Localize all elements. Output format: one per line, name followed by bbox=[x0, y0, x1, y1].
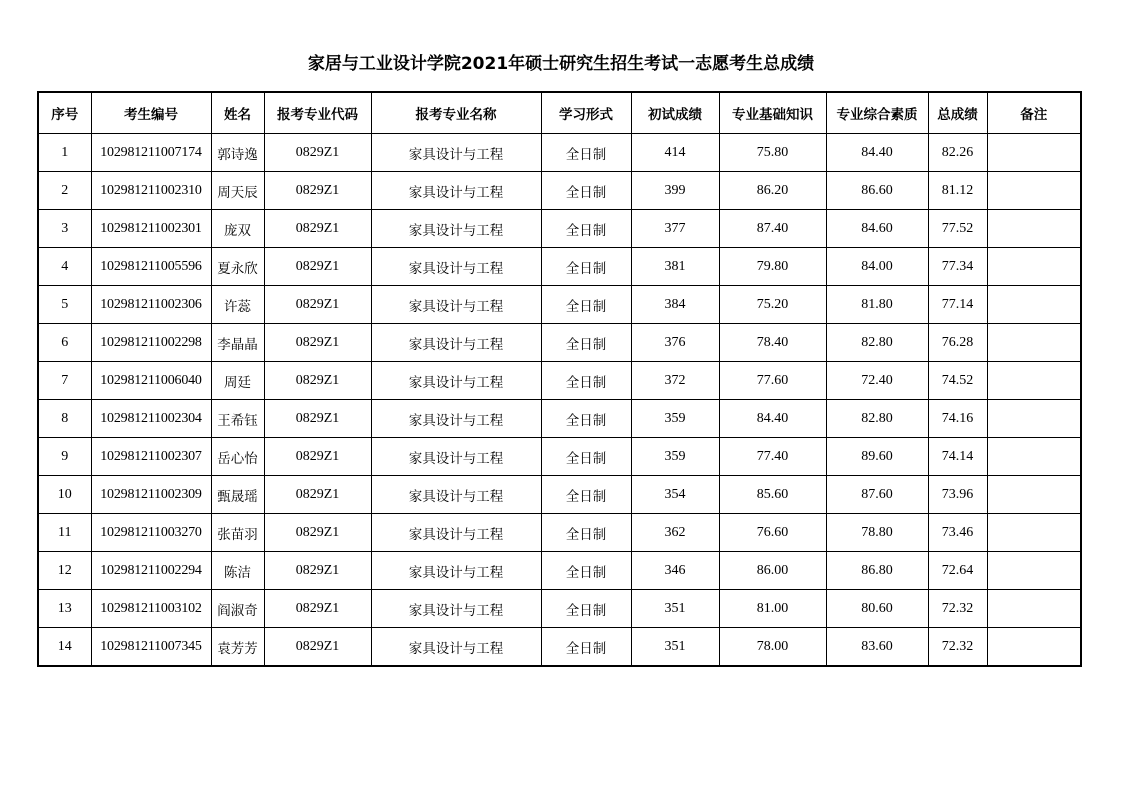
cell-comprehensive-quality: 83.60 bbox=[826, 628, 928, 667]
cell-major-code: 0829Z1 bbox=[264, 172, 371, 210]
cell-seq: 1 bbox=[38, 134, 91, 172]
header-total: 总成绩 bbox=[928, 92, 987, 134]
cell-seq: 7 bbox=[38, 362, 91, 400]
cell-seq: 2 bbox=[38, 172, 91, 210]
cell-exam-id: 102981211002298 bbox=[91, 324, 211, 362]
cell-total: 81.12 bbox=[928, 172, 987, 210]
cell-exam-id: 102981211002310 bbox=[91, 172, 211, 210]
header-seq: 序号 bbox=[38, 92, 91, 134]
cell-study-mode: 全日制 bbox=[541, 438, 631, 476]
cell-comprehensive-quality: 81.80 bbox=[826, 286, 928, 324]
cell-comprehensive-quality: 78.80 bbox=[826, 514, 928, 552]
cell-basic-knowledge: 81.00 bbox=[719, 590, 826, 628]
header-prelim-score: 初试成绩 bbox=[631, 92, 719, 134]
cell-major-name: 家具设计与工程 bbox=[371, 324, 541, 362]
cell-seq: 5 bbox=[38, 286, 91, 324]
cell-total: 72.32 bbox=[928, 628, 987, 667]
cell-total: 73.96 bbox=[928, 476, 987, 514]
cell-study-mode: 全日制 bbox=[541, 590, 631, 628]
cell-study-mode: 全日制 bbox=[541, 134, 631, 172]
cell-name: 阎淑奇 bbox=[211, 590, 264, 628]
cell-seq: 4 bbox=[38, 248, 91, 286]
cell-major-name: 家具设计与工程 bbox=[371, 172, 541, 210]
cell-name: 张苗羽 bbox=[211, 514, 264, 552]
cell-seq: 10 bbox=[38, 476, 91, 514]
cell-remarks bbox=[987, 590, 1081, 628]
table-row bbox=[38, 248, 1081, 286]
table-row bbox=[38, 552, 1081, 590]
cell-remarks bbox=[987, 552, 1081, 590]
cell-exam-id: 102981211007174 bbox=[91, 134, 211, 172]
cell-major-code: 0829Z1 bbox=[264, 438, 371, 476]
cell-remarks bbox=[987, 438, 1081, 476]
cell-study-mode: 全日制 bbox=[541, 286, 631, 324]
cell-total: 76.28 bbox=[928, 324, 987, 362]
cell-remarks bbox=[987, 210, 1081, 248]
cell-basic-knowledge: 79.80 bbox=[719, 248, 826, 286]
cell-basic-knowledge: 77.60 bbox=[719, 362, 826, 400]
cell-basic-knowledge: 77.40 bbox=[719, 438, 826, 476]
cell-comprehensive-quality: 82.80 bbox=[826, 324, 928, 362]
cell-basic-knowledge: 85.60 bbox=[719, 476, 826, 514]
table-row bbox=[38, 362, 1081, 400]
cell-name: 甄晟瑶 bbox=[211, 476, 264, 514]
cell-basic-knowledge: 84.40 bbox=[719, 400, 826, 438]
cell-remarks bbox=[987, 134, 1081, 172]
cell-study-mode: 全日制 bbox=[541, 172, 631, 210]
cell-study-mode: 全日制 bbox=[541, 362, 631, 400]
cell-exam-id: 102981211002309 bbox=[91, 476, 211, 514]
cell-total: 77.34 bbox=[928, 248, 987, 286]
cell-major-code: 0829Z1 bbox=[264, 324, 371, 362]
cell-major-code: 0829Z1 bbox=[264, 248, 371, 286]
cell-total: 72.32 bbox=[928, 590, 987, 628]
cell-major-name: 家具设计与工程 bbox=[371, 514, 541, 552]
header-basic-knowledge: 专业基础知识 bbox=[719, 92, 826, 134]
cell-seq: 8 bbox=[38, 400, 91, 438]
cell-total: 74.16 bbox=[928, 400, 987, 438]
cell-remarks bbox=[987, 324, 1081, 362]
cell-major-name: 家具设计与工程 bbox=[371, 552, 541, 590]
cell-total: 82.26 bbox=[928, 134, 987, 172]
cell-comprehensive-quality: 84.40 bbox=[826, 134, 928, 172]
table-row bbox=[38, 400, 1081, 438]
table-header-row bbox=[38, 92, 1081, 134]
cell-prelim-score: 351 bbox=[631, 590, 719, 628]
cell-comprehensive-quality: 84.60 bbox=[826, 210, 928, 248]
cell-comprehensive-quality: 72.40 bbox=[826, 362, 928, 400]
cell-study-mode: 全日制 bbox=[541, 476, 631, 514]
cell-major-name: 家具设计与工程 bbox=[371, 400, 541, 438]
table-body bbox=[38, 134, 1081, 667]
cell-study-mode: 全日制 bbox=[541, 248, 631, 286]
cell-name: 庞双 bbox=[211, 210, 264, 248]
cell-prelim-score: 414 bbox=[631, 134, 719, 172]
cell-name: 岳心怡 bbox=[211, 438, 264, 476]
cell-exam-id: 102981211003270 bbox=[91, 514, 211, 552]
cell-remarks bbox=[987, 172, 1081, 210]
cell-prelim-score: 346 bbox=[631, 552, 719, 590]
cell-remarks bbox=[987, 286, 1081, 324]
cell-comprehensive-quality: 86.60 bbox=[826, 172, 928, 210]
cell-name: 周廷 bbox=[211, 362, 264, 400]
cell-exam-id: 102981211007345 bbox=[91, 628, 211, 667]
cell-major-code: 0829Z1 bbox=[264, 476, 371, 514]
table-row bbox=[38, 172, 1081, 210]
cell-major-name: 家具设计与工程 bbox=[371, 362, 541, 400]
score-table bbox=[37, 91, 1082, 667]
cell-total: 73.46 bbox=[928, 514, 987, 552]
cell-name: 王希钰 bbox=[211, 400, 264, 438]
cell-major-code: 0829Z1 bbox=[264, 210, 371, 248]
table-row bbox=[38, 210, 1081, 248]
cell-exam-id: 102981211003102 bbox=[91, 590, 211, 628]
cell-exam-id: 102981211005596 bbox=[91, 248, 211, 286]
header-name: 姓名 bbox=[211, 92, 264, 134]
cell-major-name: 家具设计与工程 bbox=[371, 628, 541, 667]
table-row bbox=[38, 514, 1081, 552]
cell-prelim-score: 376 bbox=[631, 324, 719, 362]
cell-basic-knowledge: 78.40 bbox=[719, 324, 826, 362]
cell-major-code: 0829Z1 bbox=[264, 400, 371, 438]
cell-total: 74.52 bbox=[928, 362, 987, 400]
table-row bbox=[38, 476, 1081, 514]
cell-remarks bbox=[987, 628, 1081, 667]
cell-seq: 3 bbox=[38, 210, 91, 248]
table-row bbox=[38, 286, 1081, 324]
cell-major-code: 0829Z1 bbox=[264, 134, 371, 172]
cell-remarks bbox=[987, 362, 1081, 400]
cell-major-name: 家具设计与工程 bbox=[371, 590, 541, 628]
cell-prelim-score: 377 bbox=[631, 210, 719, 248]
cell-major-code: 0829Z1 bbox=[264, 514, 371, 552]
cell-major-name: 家具设计与工程 bbox=[371, 210, 541, 248]
cell-seq: 9 bbox=[38, 438, 91, 476]
cell-study-mode: 全日制 bbox=[541, 400, 631, 438]
table-row bbox=[38, 628, 1081, 667]
cell-study-mode: 全日制 bbox=[541, 628, 631, 667]
cell-major-name: 家具设计与工程 bbox=[371, 134, 541, 172]
cell-major-name: 家具设计与工程 bbox=[371, 476, 541, 514]
table-row bbox=[38, 590, 1081, 628]
cell-prelim-score: 362 bbox=[631, 514, 719, 552]
cell-basic-knowledge: 87.40 bbox=[719, 210, 826, 248]
cell-basic-knowledge: 86.00 bbox=[719, 552, 826, 590]
cell-prelim-score: 381 bbox=[631, 248, 719, 286]
cell-name: 陈洁 bbox=[211, 552, 264, 590]
cell-total: 77.14 bbox=[928, 286, 987, 324]
cell-name: 夏永欣 bbox=[211, 248, 264, 286]
cell-prelim-score: 359 bbox=[631, 438, 719, 476]
cell-basic-knowledge: 86.20 bbox=[719, 172, 826, 210]
table-row bbox=[38, 438, 1081, 476]
cell-major-code: 0829Z1 bbox=[264, 590, 371, 628]
cell-exam-id: 102981211002307 bbox=[91, 438, 211, 476]
cell-prelim-score: 399 bbox=[631, 172, 719, 210]
cell-prelim-score: 354 bbox=[631, 476, 719, 514]
cell-seq: 13 bbox=[38, 590, 91, 628]
header-major-code: 报考专业代码 bbox=[264, 92, 371, 134]
cell-major-code: 0829Z1 bbox=[264, 552, 371, 590]
cell-comprehensive-quality: 80.60 bbox=[826, 590, 928, 628]
cell-name: 郭诗逸 bbox=[211, 134, 264, 172]
cell-name: 袁芳芳 bbox=[211, 628, 264, 667]
cell-total: 77.52 bbox=[928, 210, 987, 248]
cell-major-name: 家具设计与工程 bbox=[371, 286, 541, 324]
cell-remarks bbox=[987, 248, 1081, 286]
cell-exam-id: 102981211002304 bbox=[91, 400, 211, 438]
cell-major-code: 0829Z1 bbox=[264, 362, 371, 400]
cell-comprehensive-quality: 87.60 bbox=[826, 476, 928, 514]
cell-seq: 6 bbox=[38, 324, 91, 362]
cell-basic-knowledge: 78.00 bbox=[719, 628, 826, 667]
cell-study-mode: 全日制 bbox=[541, 514, 631, 552]
cell-name: 许蕊 bbox=[211, 286, 264, 324]
cell-basic-knowledge: 75.20 bbox=[719, 286, 826, 324]
header-remarks: 备注 bbox=[987, 92, 1081, 134]
cell-seq: 14 bbox=[38, 628, 91, 667]
cell-basic-knowledge: 76.60 bbox=[719, 514, 826, 552]
cell-remarks bbox=[987, 514, 1081, 552]
cell-major-code: 0829Z1 bbox=[264, 286, 371, 324]
header-major-name: 报考专业名称 bbox=[371, 92, 541, 134]
page-title: 家居与工业设计学院2021年硕士研究生招生考试一志愿考生总成绩 bbox=[307, 54, 815, 74]
cell-comprehensive-quality: 89.60 bbox=[826, 438, 928, 476]
cell-study-mode: 全日制 bbox=[541, 552, 631, 590]
cell-study-mode: 全日制 bbox=[541, 210, 631, 248]
cell-remarks bbox=[987, 476, 1081, 514]
cell-major-name: 家具设计与工程 bbox=[371, 248, 541, 286]
cell-prelim-score: 384 bbox=[631, 286, 719, 324]
cell-remarks bbox=[987, 400, 1081, 438]
cell-exam-id: 102981211006040 bbox=[91, 362, 211, 400]
header-exam-id: 考生编号 bbox=[91, 92, 211, 134]
cell-name: 周天辰 bbox=[211, 172, 264, 210]
cell-comprehensive-quality: 84.00 bbox=[826, 248, 928, 286]
cell-seq: 12 bbox=[38, 552, 91, 590]
cell-total: 72.64 bbox=[928, 552, 987, 590]
table-row bbox=[38, 134, 1081, 172]
cell-study-mode: 全日制 bbox=[541, 324, 631, 362]
cell-exam-id: 102981211002301 bbox=[91, 210, 211, 248]
header-study-mode: 学习形式 bbox=[541, 92, 631, 134]
cell-prelim-score: 351 bbox=[631, 628, 719, 667]
cell-total: 74.14 bbox=[928, 438, 987, 476]
table-row bbox=[38, 324, 1081, 362]
cell-comprehensive-quality: 82.80 bbox=[826, 400, 928, 438]
cell-prelim-score: 359 bbox=[631, 400, 719, 438]
cell-major-name: 家具设计与工程 bbox=[371, 438, 541, 476]
cell-major-code: 0829Z1 bbox=[264, 628, 371, 667]
cell-name: 李晶晶 bbox=[211, 324, 264, 362]
cell-exam-id: 102981211002306 bbox=[91, 286, 211, 324]
cell-seq: 11 bbox=[38, 514, 91, 552]
cell-prelim-score: 372 bbox=[631, 362, 719, 400]
cell-exam-id: 102981211002294 bbox=[91, 552, 211, 590]
header-comprehensive-quality: 专业综合素质 bbox=[826, 92, 928, 134]
cell-basic-knowledge: 75.80 bbox=[719, 134, 826, 172]
cell-comprehensive-quality: 86.80 bbox=[826, 552, 928, 590]
